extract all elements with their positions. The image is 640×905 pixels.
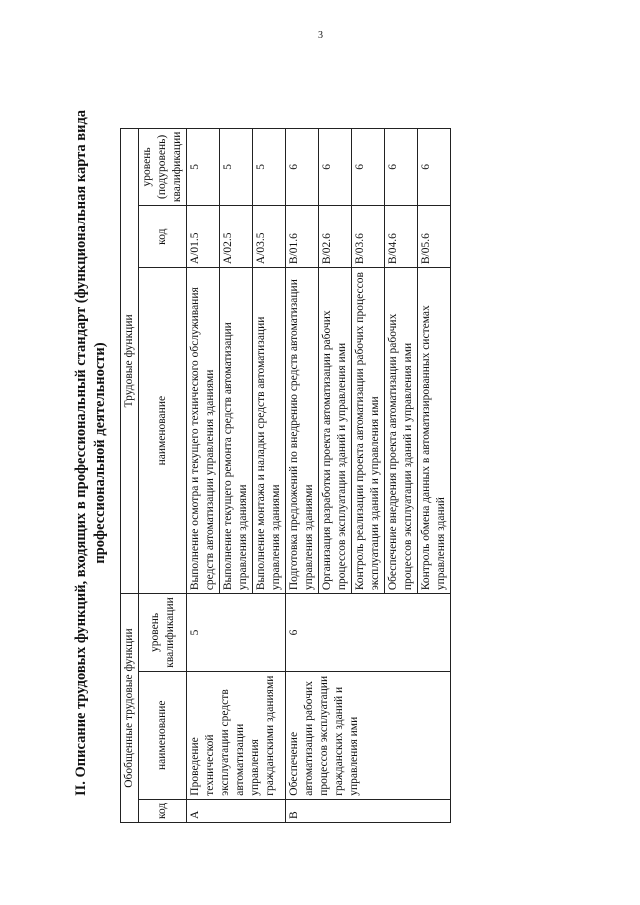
function-name: Организация разработки проекта автоматизации рабочих процессов эксплуатации зданий и управления ими [319, 268, 352, 594]
tf-code-header: код [139, 206, 187, 268]
function-name: Подготовка предложений по внедрению средств автоматизации управления зданиями [286, 268, 319, 594]
group-code: A [187, 799, 286, 822]
function-code: B/05.6 [418, 206, 451, 268]
function-level: 6 [385, 128, 418, 206]
function-name: Выполнение текущего ремонта средств автоматизации управления зданиями [220, 268, 253, 594]
function-code: B/03.6 [352, 206, 385, 268]
function-level: 6 [319, 128, 352, 206]
function-code: B/01.6 [286, 206, 319, 268]
function-code: B/02.6 [319, 206, 352, 268]
rotated-content [70, 58, 630, 848]
code-header: код [139, 799, 187, 822]
function-level: 5 [220, 128, 253, 206]
functional-map-table [120, 128, 451, 823]
function-name: Контроль обмена данных в автоматизированных системах управления зданий [418, 268, 451, 594]
function-level: 5 [253, 128, 286, 206]
title-line-1: II. Описание трудовых функций, входящих в профессиональный стандарт (функциональная карта вида [73, 109, 89, 797]
function-level: 6 [286, 128, 319, 206]
group-level: 6 [286, 594, 451, 672]
function-code: A/03.5 [253, 206, 286, 268]
document-title [70, 58, 110, 848]
group-name: Обеспечение автоматизации рабочих процессов эксплуатации гражданских зданий и управления ими [286, 671, 451, 799]
page-number: 3 [318, 30, 323, 41]
title-line-2: профессиональной деятельности) [92, 342, 108, 564]
labor-functions-header: Трудовые функции [121, 128, 139, 594]
table-row [286, 128, 319, 822]
function-code: B/04.6 [385, 206, 418, 268]
tf-name-header: наименование [139, 268, 187, 594]
generalized-functions-header: Обобщенные трудовые функции [121, 594, 139, 823]
table-row [187, 128, 220, 822]
group-name: Проведение технической эксплуатации средств автоматизации управления гражданскими зданиями [187, 671, 286, 799]
tf-level-header: уровень (подуровень) квалификации [139, 128, 187, 206]
function-level: 6 [418, 128, 451, 206]
group-level: 5 [187, 594, 286, 672]
function-name: Выполнение осмотра и текущего технического обслуживания средств автоматизации управления зданиями [187, 268, 220, 594]
function-level: 6 [352, 128, 385, 206]
name-header: наименование [139, 671, 187, 799]
group-code: B [286, 799, 451, 822]
function-name: Выполнение монтажа и наладки средств автоматизации управления зданиями [253, 268, 286, 594]
level-header: уровень квалификации [139, 594, 187, 672]
function-level: 5 [187, 128, 220, 206]
function-code: A/01.5 [187, 206, 220, 268]
function-name: Контроль реализации проекта автоматизации рабочих процессов эксплуатации зданий и управления ими [352, 268, 385, 594]
function-code: A/02.5 [220, 206, 253, 268]
function-name: Обеспечение внедрения проекта автоматизации рабочих процессов эксплуатации зданий и управления ими [385, 268, 418, 594]
